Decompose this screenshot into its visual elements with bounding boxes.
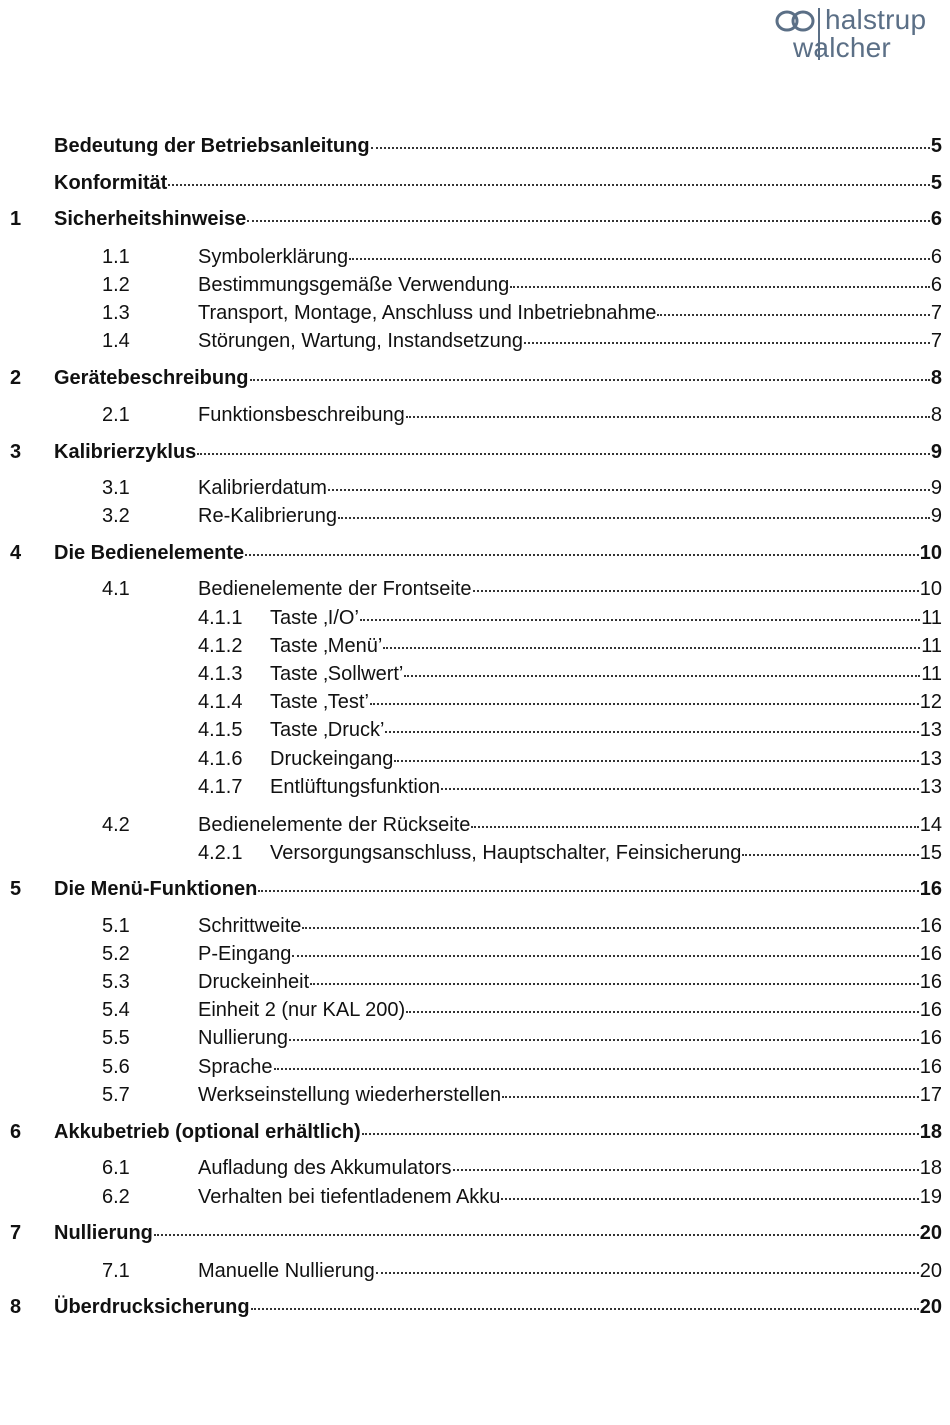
toc-dot-leader — [310, 963, 919, 985]
toc-dot-leader — [328, 469, 930, 491]
toc-entry-page: 18 — [919, 1157, 942, 1179]
toc-entry-title: Sicherheitshinweise — [54, 208, 247, 230]
toc-entry[interactable] — [10, 743, 942, 771]
toc-entry[interactable] — [10, 938, 942, 966]
toc-dot-leader — [376, 1252, 919, 1274]
toc-dot-leader — [501, 1178, 918, 1200]
toc-entry-number: 5.1 — [102, 915, 130, 937]
toc-entry-page: 7 — [930, 302, 942, 324]
toc-dot-leader — [289, 1019, 919, 1041]
toc-entry[interactable] — [10, 573, 942, 601]
toc-entry-number: 3 — [10, 441, 22, 463]
toc-entry-title: Funktionsbeschreibung — [198, 404, 405, 426]
toc-entry[interactable] — [10, 771, 942, 799]
toc-entry-title: Gerätebeschreibung — [54, 367, 249, 389]
toc-dot-leader — [370, 683, 919, 705]
toc-entry-title: Taste ‚I/O’ — [270, 607, 359, 629]
toc-entry-page: 13 — [919, 776, 942, 798]
toc-entry[interactable] — [10, 837, 942, 865]
toc-dot-leader — [383, 627, 920, 649]
toc-entry-number: 2 — [10, 367, 22, 389]
logo-text-halstrup: halstrup — [825, 4, 927, 35]
toc-entry-title: Bestimmungsgemäße Verwendung — [198, 274, 510, 296]
toc-entry-title: Transport, Montage, Anschluss und Inbetriebnahme — [198, 302, 657, 324]
toc-entry-title: Kalibrierzyklus — [54, 441, 197, 463]
toc-entry-number: 4.1.1 — [198, 607, 243, 629]
toc-entry-page: 20 — [919, 1222, 942, 1244]
toc-dot-leader — [657, 294, 929, 316]
toc-entry-page: 6 — [930, 274, 942, 296]
toc-entry-title: Manuelle Nullierung — [198, 1260, 375, 1282]
toc-entry-number: 4.1 — [102, 578, 130, 600]
toc-entry-title: Taste ‚Test’ — [270, 691, 369, 713]
toc-entry-title: Nullierung — [54, 1222, 153, 1244]
toc-entry-title: Nullierung — [198, 1027, 289, 1049]
toc-entry-title: Verhalten bei tiefentladenem Akku — [198, 1186, 501, 1208]
toc-entry-title: Sprache — [198, 1056, 273, 1078]
toc-dot-leader — [247, 200, 930, 222]
toc-entry-number: 4.1.2 — [198, 635, 243, 657]
toc-entry-number: 1 — [10, 208, 22, 230]
toc-entry-number: 1.4 — [102, 330, 130, 352]
toc-entry-title: Symbolerklärung — [198, 246, 349, 268]
toc-entry-title: P-Eingang — [198, 943, 292, 965]
toc-entry-title: Werkseinstellung wiederherstellen — [198, 1084, 502, 1106]
toc-entry-page: 16 — [919, 915, 942, 937]
toc-entry-page: 9 — [930, 441, 942, 463]
toc-entry-page: 15 — [919, 842, 942, 864]
toc-entry-number: 6 — [10, 1121, 22, 1143]
toc-dot-leader — [441, 768, 919, 790]
toc-entry-page: 13 — [919, 719, 942, 741]
toc-dot-leader — [453, 1149, 919, 1171]
toc-entry-page: 18 — [919, 1121, 942, 1143]
toc-entry[interactable] — [10, 1255, 942, 1283]
toc-entry-number: 4.2.1 — [198, 842, 243, 864]
toc-entry-number: 2.1 — [102, 404, 130, 426]
toc-dot-leader — [524, 322, 930, 344]
toc-entry[interactable] — [10, 297, 942, 325]
toc-entry[interactable] — [10, 269, 942, 297]
toc-entry[interactable] — [10, 500, 942, 528]
toc-entry[interactable] — [10, 1181, 942, 1209]
toc-entry[interactable] — [10, 399, 942, 427]
toc-entry[interactable] — [10, 1291, 942, 1319]
toc-entry-title: Aufladung des Akkumulators — [198, 1157, 452, 1179]
toc-entry-title: Bedienelemente der Frontseite — [198, 578, 472, 600]
toc-entry-title: Re-Kalibrierung — [198, 505, 337, 527]
toc-entry-page: 6 — [930, 246, 942, 268]
toc-entry-number: 4.1.4 — [198, 691, 243, 713]
toc-entry-page: 5 — [930, 135, 942, 157]
toc-entry[interactable] — [10, 362, 942, 390]
toc-entry-page: 11 — [921, 635, 942, 657]
toc-dot-leader — [394, 740, 918, 762]
toc-dot-leader — [371, 127, 930, 149]
toc-entry-title: Taste ‚Sollwert’ — [270, 663, 404, 685]
logo-text-walcher: walcher — [793, 32, 891, 63]
toc-entry-title: Druckeinheit — [198, 971, 310, 993]
toc-entry-page: 12 — [919, 691, 942, 713]
toc-entry-number: 5.2 — [102, 943, 130, 965]
toc-entry-title: Bedienelemente der Rückseite — [198, 814, 471, 836]
toc-entry-number: 6.2 — [102, 1186, 130, 1208]
toc-entry-number: 3.2 — [102, 505, 130, 527]
toc-dot-leader — [404, 655, 920, 677]
toc-entry[interactable] — [10, 966, 942, 994]
toc-entry-title: Störungen, Wartung, Instandsetzung — [198, 330, 524, 352]
toc-entry-page: 11 — [921, 607, 942, 629]
toc-entry[interactable] — [10, 910, 942, 938]
toc-entry-page: 19 — [919, 1186, 942, 1208]
toc-entry-page: 16 — [919, 1056, 942, 1078]
toc-dot-leader — [385, 711, 918, 733]
toc-entry[interactable] — [10, 658, 942, 686]
logo-mark-icon — [775, 8, 815, 34]
toc-entry-number: 6.1 — [102, 1157, 130, 1179]
toc-entry[interactable] — [10, 714, 942, 742]
toc-entry[interactable] — [10, 1051, 942, 1079]
toc-entry-title: Versorgungsanschluss, Hauptschalter, Feinsicherung — [270, 842, 742, 864]
toc-entry-number: 5.6 — [102, 1056, 130, 1078]
toc-entry-page: 8 — [930, 367, 942, 389]
toc-entry-title: Entlüftungsfunktion — [270, 776, 441, 798]
toc-dot-leader — [258, 870, 918, 892]
toc-entry-number: 1.3 — [102, 302, 130, 324]
toc-entry-number: 1.1 — [102, 246, 130, 268]
toc-dot-leader — [274, 1048, 919, 1070]
toc-entry-number: 4.2 — [102, 814, 130, 836]
toc-dot-leader — [349, 238, 930, 260]
toc-entry-page: 11 — [921, 663, 942, 685]
toc-dot-leader — [154, 1214, 919, 1236]
toc-entry-title: Taste ‚Druck’ — [270, 719, 385, 741]
toc-entry-page: 16 — [919, 999, 942, 1021]
toc-entry[interactable] — [10, 873, 942, 901]
toc-entry-number: 8 — [10, 1296, 22, 1318]
toc-entry-title: Konformität — [54, 172, 168, 194]
toc-entry-page: 6 — [930, 208, 942, 230]
toc-dot-leader — [362, 1113, 919, 1135]
toc-entry[interactable] — [10, 167, 942, 195]
toc-entry-page: 20 — [919, 1296, 942, 1318]
toc-entry-title: Taste ‚Menü’ — [270, 635, 383, 657]
toc-entry[interactable] — [10, 994, 942, 1022]
toc-dot-leader — [360, 599, 920, 621]
toc-entry-title: Schrittweite — [198, 915, 302, 937]
toc-entry-number: 4 — [10, 542, 22, 564]
toc-entry[interactable] — [10, 472, 942, 500]
toc-entry-page: 9 — [930, 505, 942, 527]
toc-entry-page: 5 — [930, 172, 942, 194]
toc-entry-number: 7 — [10, 1222, 22, 1244]
toc-entry-page: 10 — [919, 578, 942, 600]
toc-entry[interactable] — [10, 1079, 942, 1107]
toc-entry-number: 7.1 — [102, 1260, 130, 1282]
toc-entry-number: 5.3 — [102, 971, 130, 993]
toc-entry[interactable] — [10, 809, 942, 837]
toc-entry-page: 7 — [930, 330, 942, 352]
toc-entry-number: 4.1.6 — [198, 748, 243, 770]
toc-entry-page: 16 — [919, 878, 942, 900]
toc-entry-page: 16 — [919, 1027, 942, 1049]
toc-entry-page: 9 — [930, 477, 942, 499]
toc-entry-number: 5 — [10, 878, 22, 900]
toc-entry-page: 13 — [919, 748, 942, 770]
toc-entry-page: 10 — [919, 542, 942, 564]
toc-dot-leader — [406, 991, 919, 1013]
toc-dot-leader — [251, 1288, 919, 1310]
toc-entry[interactable] — [10, 602, 942, 630]
toc-entry-number: 5.5 — [102, 1027, 130, 1049]
toc-entry-number: 4.1.7 — [198, 776, 243, 798]
toc-dot-leader — [302, 907, 918, 929]
toc-entry-title: Einheit 2 (nur KAL 200) — [198, 999, 406, 1021]
toc-entry-title: Überdrucksicherung — [54, 1296, 250, 1318]
toc-entry-title: Akkubetrieb (optional erhältlich) — [54, 1121, 361, 1143]
toc-entry[interactable] — [10, 1022, 942, 1050]
toc-entry-number: 5.4 — [102, 999, 130, 1021]
toc-dot-leader — [473, 570, 919, 592]
toc-entry-number: 3.1 — [102, 477, 130, 499]
toc-entry-number: 5.7 — [102, 1084, 130, 1106]
toc-entry-title: Die Bedienelemente — [54, 542, 245, 564]
toc-entry-page: 17 — [919, 1084, 942, 1106]
toc-dot-leader — [250, 359, 930, 381]
toc-entry[interactable] — [10, 325, 942, 353]
toc-dot-leader — [471, 806, 918, 828]
toc-entry-page: 14 — [919, 814, 942, 836]
toc-entry[interactable] — [10, 436, 942, 464]
toc-entry-title: Kalibrierdatum — [198, 477, 327, 499]
toc-dot-leader — [406, 396, 930, 418]
toc-entry[interactable] — [10, 241, 942, 269]
toc-entry[interactable] — [10, 130, 942, 158]
toc-dot-leader — [197, 433, 930, 455]
toc-entry-title: Die Menü-Funktionen — [54, 878, 258, 900]
toc-dot-leader — [510, 266, 930, 288]
toc-dot-leader — [742, 834, 918, 856]
toc-dot-leader — [245, 534, 919, 556]
toc-entry[interactable] — [10, 1116, 942, 1144]
toc-entry-number: 1.2 — [102, 274, 130, 296]
toc-entry-number: 4.1.5 — [198, 719, 243, 741]
toc-entry-title: Druckeingang — [270, 748, 394, 770]
toc-entry[interactable] — [10, 1217, 942, 1245]
toc-entry-page: 8 — [930, 404, 942, 426]
toc-entry[interactable] — [10, 686, 942, 714]
toc-entry-page: 20 — [919, 1260, 942, 1282]
toc-entry-page: 16 — [919, 943, 942, 965]
toc-entry[interactable] — [10, 537, 942, 565]
toc-entry-number: 4.1.3 — [198, 663, 243, 685]
toc-entry[interactable] — [10, 1152, 942, 1180]
toc-dot-leader — [502, 1076, 919, 1098]
toc-entry-page: 16 — [919, 971, 942, 993]
toc-entry[interactable] — [10, 203, 942, 231]
toc-dot-leader — [292, 935, 918, 957]
toc-entry[interactable] — [10, 630, 942, 658]
toc-dot-leader — [168, 164, 930, 186]
toc-dot-leader — [338, 497, 930, 519]
toc-entry-title: Bedeutung der Betriebsanleitung — [54, 135, 370, 157]
company-logo — [775, 4, 945, 66]
